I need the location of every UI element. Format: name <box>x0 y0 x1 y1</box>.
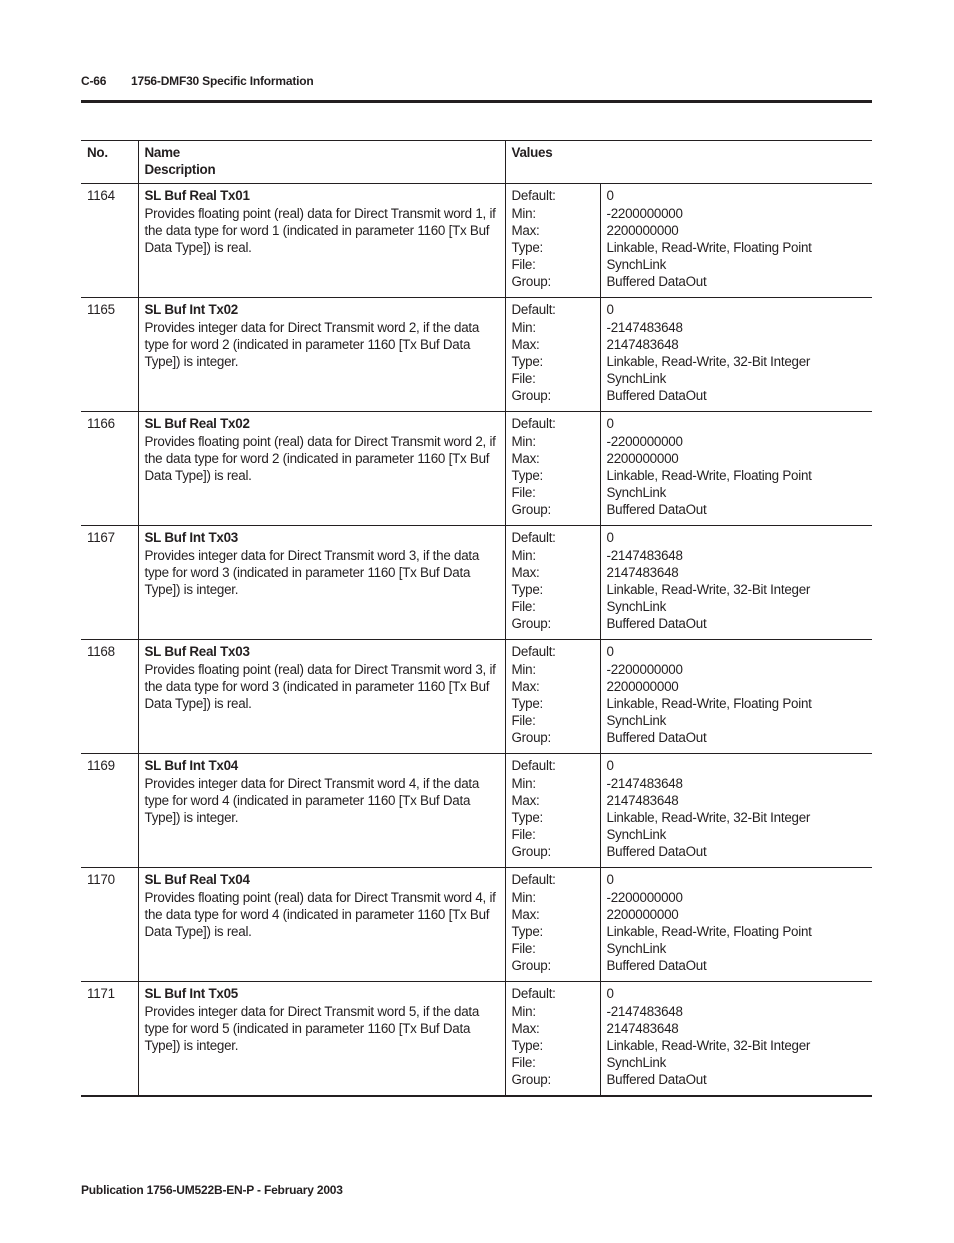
parameter-value: 0 <box>606 416 614 432</box>
values-cell <box>600 640 872 754</box>
parameter-value: 0 <box>606 986 614 1002</box>
parameter-value: Linkable, Read-Write, Floating Point <box>606 240 812 256</box>
value-label: Default: <box>511 530 556 546</box>
parameter-value: 0 <box>606 188 614 204</box>
table-row <box>81 640 872 754</box>
value-label: Max: <box>511 336 540 352</box>
publication-footer: Publication 1756-UM522B-EN-P - February 2003 <box>81 1183 343 1197</box>
value-label: Min: <box>511 1003 536 1019</box>
parameter-name: SL Buf Real Tx01 <box>144 188 250 204</box>
parameter-value: Linkable, Read-Write, 32-Bit Integer <box>606 354 811 370</box>
value-label: Max: <box>511 1020 540 1036</box>
value-label: Type: <box>511 468 544 484</box>
parameter-name-cell <box>138 298 505 412</box>
parameter-value: 0 <box>606 644 614 660</box>
value-label: Group: <box>511 502 551 518</box>
parameter-number: 1166 <box>81 412 138 526</box>
value-labels-cell <box>505 526 600 640</box>
parameter-number: 1170 <box>81 868 138 982</box>
value-label: Default: <box>511 758 556 774</box>
parameter-description: Provides floating point (real) data for Direct Transmit word 3, if the data type for word 3 (indicated in parameter 1160 [Tx Buf Data Type]) is real. <box>144 661 496 712</box>
parameter-name-cell <box>138 526 505 640</box>
parameter-value: SynchLink <box>606 371 667 387</box>
parameter-value: Buffered DataOut <box>606 616 707 632</box>
parameter-table <box>81 140 872 1097</box>
parameter-name: SL Buf Int Tx05 <box>144 986 238 1002</box>
value-label: Group: <box>511 958 551 974</box>
values-cell <box>600 982 872 1097</box>
values-cell <box>600 184 872 298</box>
parameter-value: SynchLink <box>606 713 667 729</box>
parameter-description: Provides floating point (real) data for Direct Transmit word 2, if the data type for word 2 (indicated in parameter 1160 [Tx Buf Data Type]) is real. <box>144 433 496 484</box>
column-header-description-label: Description <box>144 162 216 178</box>
value-label: Type: <box>511 240 544 256</box>
column-header-name <box>138 141 505 184</box>
value-label: File: <box>511 257 536 273</box>
table-row <box>81 754 872 868</box>
value-label: Type: <box>511 354 544 370</box>
value-label: File: <box>511 599 536 615</box>
parameter-value: SynchLink <box>606 485 667 501</box>
value-label: Type: <box>511 924 544 940</box>
parameter-name: SL Buf Real Tx04 <box>144 872 250 888</box>
parameter-name: SL Buf Real Tx02 <box>144 416 250 432</box>
value-label: Type: <box>511 1038 544 1054</box>
value-label: Max: <box>511 450 540 466</box>
parameter-value: Buffered DataOut <box>606 958 707 974</box>
parameter-value: Buffered DataOut <box>606 274 707 290</box>
value-label: File: <box>511 1055 536 1071</box>
value-label: Type: <box>511 696 544 712</box>
parameter-number: 1167 <box>81 526 138 640</box>
parameter-name-cell <box>138 868 505 982</box>
parameter-value: Buffered DataOut <box>606 502 707 518</box>
value-label: Default: <box>511 416 556 432</box>
parameter-value: -2200000000 <box>606 889 683 905</box>
parameter-description: Provides floating point (real) data for Direct Transmit word 1, if the data type for word 1 (indicated in parameter 1160 [Tx Buf Data Type]) is real. <box>144 205 496 256</box>
value-label: Default: <box>511 188 556 204</box>
value-label: File: <box>511 371 536 387</box>
parameter-number: 1165 <box>81 298 138 412</box>
value-label: Group: <box>511 1072 551 1088</box>
value-label: Type: <box>511 810 544 826</box>
parameter-name-cell <box>138 982 505 1097</box>
parameter-value: SynchLink <box>606 257 667 273</box>
parameter-number: 1169 <box>81 754 138 868</box>
value-label: Default: <box>511 986 556 1002</box>
parameter-value: Linkable, Read-Write, Floating Point <box>606 924 812 940</box>
table-header-row <box>81 141 872 184</box>
values-cell <box>600 526 872 640</box>
parameter-value: Linkable, Read-Write, 32-Bit Integer <box>606 582 811 598</box>
parameter-description: Provides integer data for Direct Transmit word 2, if the data type for word 2 (indicated in parameter 1160 [Tx Buf Data Type]) is integer. <box>144 319 480 370</box>
parameter-value: 0 <box>606 872 614 888</box>
value-label: Max: <box>511 222 540 238</box>
table-row <box>81 184 872 298</box>
value-label: Min: <box>511 889 536 905</box>
values-cell <box>600 868 872 982</box>
value-label: Group: <box>511 388 551 404</box>
value-label: Group: <box>511 730 551 746</box>
value-labels-cell <box>505 412 600 526</box>
parameter-description: Provides integer data for Direct Transmit word 4, if the data type for word 4 (indicated in parameter 1160 [Tx Buf Data Type]) is integer. <box>144 775 480 826</box>
value-label: Max: <box>511 906 540 922</box>
parameter-value: Linkable, Read-Write, Floating Point <box>606 468 812 484</box>
parameter-value: -2147483648 <box>606 1003 683 1019</box>
parameter-value: -2147483648 <box>606 319 683 335</box>
parameter-name: SL Buf Int Tx02 <box>144 302 238 318</box>
parameter-name-cell <box>138 640 505 754</box>
parameter-value: 0 <box>606 530 614 546</box>
value-label: Default: <box>511 644 556 660</box>
parameter-name-cell <box>138 184 505 298</box>
parameter-value: SynchLink <box>606 827 667 843</box>
value-label: Max: <box>511 792 540 808</box>
parameter-value: 0 <box>606 758 614 774</box>
table-row <box>81 412 872 526</box>
value-label: Group: <box>511 844 551 860</box>
value-labels-cell <box>505 298 600 412</box>
parameter-value: Buffered DataOut <box>606 844 707 860</box>
section-title: 1756-DMF30 Specific Information <box>131 74 314 88</box>
value-labels-cell <box>505 184 600 298</box>
column-header-no: No. <box>81 141 138 184</box>
parameter-value: Linkable, Read-Write, 32-Bit Integer <box>606 810 811 826</box>
parameter-value: 2200000000 <box>606 906 679 922</box>
parameter-number: 1168 <box>81 640 138 754</box>
value-label: File: <box>511 941 536 957</box>
column-header-name-label: Name <box>144 145 180 160</box>
parameter-value: 2147483648 <box>606 564 679 580</box>
parameter-name-cell <box>138 412 505 526</box>
page-header <box>81 74 872 103</box>
table-body <box>81 184 872 1097</box>
parameter-value: -2200000000 <box>606 205 683 221</box>
parameter-value: 2200000000 <box>606 450 679 466</box>
value-label: Max: <box>511 678 540 694</box>
parameter-description: Provides integer data for Direct Transmit word 5, if the data type for word 5 (indicated in parameter 1160 [Tx Buf Data Type]) is integer. <box>144 1003 480 1054</box>
parameter-value: 2200000000 <box>606 678 679 694</box>
value-label: Group: <box>511 274 551 290</box>
parameter-value: 2200000000 <box>606 222 679 238</box>
value-label: Min: <box>511 661 536 677</box>
values-cell <box>600 298 872 412</box>
value-label: File: <box>511 485 536 501</box>
parameter-description: Provides integer data for Direct Transmit word 3, if the data type for word 3 (indicated in parameter 1160 [Tx Buf Data Type]) is integer. <box>144 547 480 598</box>
value-label: Group: <box>511 616 551 632</box>
value-label: Max: <box>511 564 540 580</box>
parameter-value: 2147483648 <box>606 792 679 808</box>
parameter-value: Buffered DataOut <box>606 1072 707 1088</box>
value-label: File: <box>511 713 536 729</box>
parameter-value: Buffered DataOut <box>606 388 707 404</box>
parameter-value: 2147483648 <box>606 1020 679 1036</box>
page-number: C-66 <box>81 74 107 88</box>
value-label: Min: <box>511 433 536 449</box>
parameter-value: Linkable, Read-Write, Floating Point <box>606 696 812 712</box>
value-label: File: <box>511 827 536 843</box>
parameter-name: SL Buf Real Tx03 <box>144 644 250 660</box>
value-labels-cell <box>505 868 600 982</box>
value-labels-cell <box>505 982 600 1097</box>
table-row <box>81 868 872 982</box>
parameter-value: SynchLink <box>606 1055 667 1071</box>
parameter-value: Buffered DataOut <box>606 730 707 746</box>
parameter-value: Linkable, Read-Write, 32-Bit Integer <box>606 1038 811 1054</box>
parameter-name-cell <box>138 754 505 868</box>
value-labels-cell <box>505 754 600 868</box>
parameter-value: 2147483648 <box>606 336 679 352</box>
table-row <box>81 982 872 1097</box>
value-label: Default: <box>511 302 556 318</box>
parameter-value: -2147483648 <box>606 775 683 791</box>
parameter-value: -2200000000 <box>606 661 683 677</box>
parameter-value: -2147483648 <box>606 547 683 563</box>
table-row <box>81 298 872 412</box>
parameter-value: 0 <box>606 302 614 318</box>
value-label: Min: <box>511 547 536 563</box>
value-label: Min: <box>511 319 536 335</box>
parameter-value: SynchLink <box>606 599 667 615</box>
value-label: Type: <box>511 582 544 598</box>
parameter-description: Provides floating point (real) data for Direct Transmit word 4, if the data type for word 4 (indicated in parameter 1160 [Tx Buf Data Type]) is real. <box>144 889 496 940</box>
value-labels-cell <box>505 640 600 754</box>
parameter-name: SL Buf Int Tx04 <box>144 758 238 774</box>
parameter-number: 1171 <box>81 982 138 1097</box>
column-header-values: Values <box>505 141 872 184</box>
parameter-number: 1164 <box>81 184 138 298</box>
table-row <box>81 526 872 640</box>
values-cell <box>600 754 872 868</box>
value-label: Min: <box>511 775 536 791</box>
value-label: Default: <box>511 872 556 888</box>
parameter-value: -2200000000 <box>606 433 683 449</box>
values-cell <box>600 412 872 526</box>
parameter-name: SL Buf Int Tx03 <box>144 530 238 546</box>
parameter-value: SynchLink <box>606 941 667 957</box>
value-label: Min: <box>511 205 536 221</box>
